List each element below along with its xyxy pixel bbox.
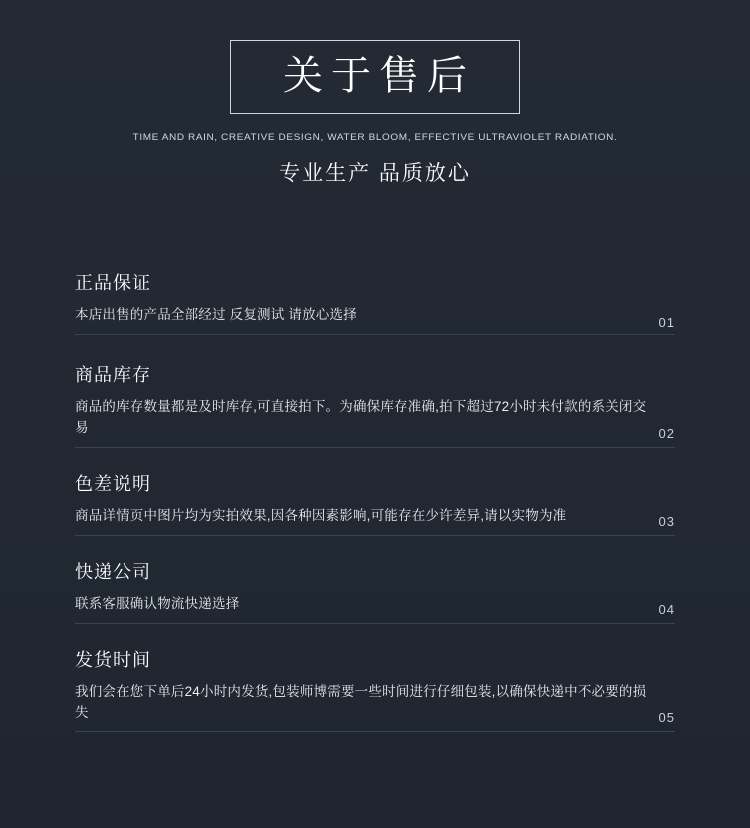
item-index: 02 — [658, 425, 675, 441]
page-title: 关于售后 — [283, 54, 475, 98]
item-index: 04 — [658, 601, 675, 617]
item-heading: 商品库存 — [75, 364, 151, 385]
list-item — [75, 470, 675, 536]
item-description: 联系客服确认物流快递选择 — [75, 595, 240, 611]
item-description: 商品详情页中图片均为实拍效果,因各种因素影响,可能存在少许差异,请以实物为准 — [75, 507, 567, 523]
page-header — [0, 0, 750, 187]
subtitle-chinese: 专业生产 品质放心 — [279, 162, 471, 185]
subtitle-english: TIME AND RAIN, CREATIVE DESIGN, WATER BLOOM, EFFECTIVE ULTRAVIOLET RADIATION. — [132, 132, 618, 143]
list-item — [75, 558, 675, 624]
item-heading: 发货时间 — [75, 649, 151, 670]
item-heading: 正品保证 — [75, 273, 151, 293]
list-item — [75, 269, 675, 335]
list-item — [75, 361, 675, 448]
title-frame — [230, 40, 520, 114]
list-item — [75, 646, 675, 733]
item-heading: 快递公司 — [75, 561, 151, 582]
item-description: 商品的库存数量都是及时库存,可直接拍下。为确保库存准确,拍下超过72小时未付款的系关闭交易 — [75, 398, 647, 435]
item-heading: 色差说明 — [75, 473, 151, 494]
item-index: 03 — [658, 513, 675, 529]
item-index: 01 — [658, 314, 675, 330]
item-index: 05 — [658, 710, 675, 726]
item-description: 我们会在您下单后24小时内发货,包装师博需要一些时间进行仔细包装,以确保快递中不必要的损失 — [75, 683, 647, 720]
after-sales-list — [75, 269, 675, 732]
item-description: 本店出售的产品全部经过 反复测试 请放心选择 — [75, 307, 357, 322]
